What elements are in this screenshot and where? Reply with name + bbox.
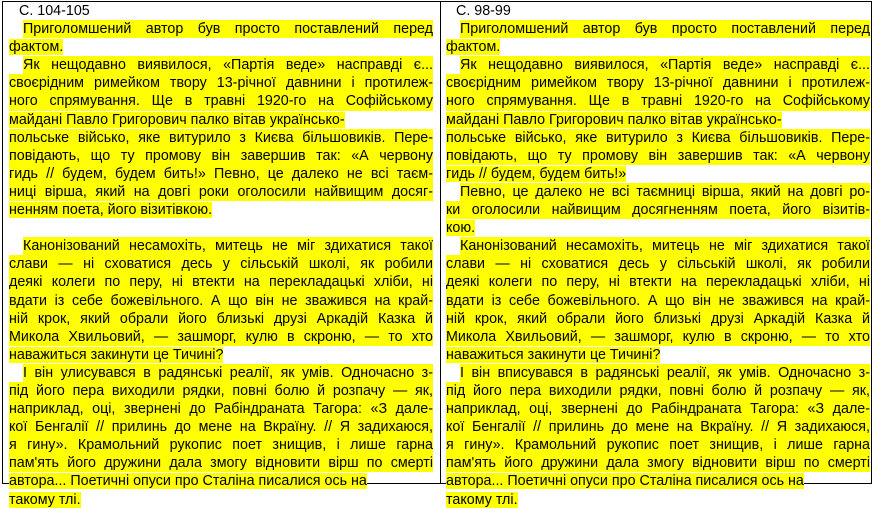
highlighted-text: наприклад, оці, звернені до Рабіндраната Тагора: «З далe- [9,401,433,418]
text-line [446,346,870,364]
text-line [9,382,433,400]
highlighted-text: Певно, це далеко не всі таємниці вірша, який на довгі ро- [460,183,870,200]
text-line [446,237,870,255]
text-line [9,129,433,147]
text-line [446,436,870,454]
highlighted-text: повідають, що ту промову він завершив так: «А червону [9,147,433,164]
text-line [9,92,433,110]
right-text-body [446,20,870,509]
text-line [9,165,433,183]
highlighted-text: такому тлі. [446,491,518,508]
highlighted-text: фактом. [446,39,501,56]
blank-line [9,219,433,237]
highlighted-text: кою. [446,220,476,237]
highlighted-text: наважиться закинути це Тичині? [9,346,224,363]
highlighted-text: повідають, що ту промову він завершив так: «А червону [446,147,870,164]
text-line [446,310,870,328]
highlighted-text: майдані Павло Григорович палко вітав українсько- [9,111,345,128]
highlighted-text: вдати із себе божевільного. А що він не зважився на край- [446,292,870,309]
highlighted-text: гидь // будем, будем бить!» Певно, це далеко не всі таєм- [9,165,433,182]
text-line [446,92,870,110]
highlighted-text: слави — ні сховатися десь у сільській школі, як робили [9,256,433,273]
highlighted-text: польське військо, яке витурило з Києва більшовиків. Пере- [446,129,870,146]
text-line [9,183,433,201]
text-line [446,400,870,418]
text-line [9,310,433,328]
highlighted-text: Як нещодавно виявилося, «Партія веде» насправді є... [460,57,870,74]
text-line [446,328,870,346]
text-line [446,219,870,237]
text-line [446,129,870,147]
right-column [446,2,870,509]
highlighted-text: І він улисувався в радянські реалії, як умів. Одночасно з- [23,364,433,381]
page-reference: С. 98-99 [456,3,511,19]
text-line [446,382,870,400]
text-line [446,20,870,38]
text-line [9,74,433,92]
highlighted-text: такому тлі. [9,491,81,508]
text-line [9,454,433,472]
highlighted-text: вдати із себе божевільного. А що він не зважився на край- [9,292,433,309]
highlighted-text: Микола Хвильовий, — зашморг, кулю в скроню, — то хто [9,328,433,345]
text-line [9,56,433,74]
highlighted-text: фактом. [9,39,64,56]
highlighted-text: гидь // будем, будем бить!» [446,165,627,182]
highlighted-text: наприклад, оці, звернені до Рабіндраната Тагора: «З дале- [446,401,870,418]
highlighted-text: ній крок, який обрали його близькі друзі Аркадій Казка й [9,310,433,327]
text-line [9,400,433,418]
text-line [9,255,433,273]
highlighted-text: автора... Поетичні опуси про Сталіна писалися ось на [446,473,804,490]
text-line [9,111,433,129]
highlighted-text: наважиться закинути це Тичині? [446,346,661,363]
highlighted-text: Приголомшений автор був просто поставлений перед [460,21,870,38]
highlighted-text: ного спрямування. Ще в травні 1920-го на Софійському [446,93,870,110]
text-line [9,20,433,38]
highlighted-text: своєрідним римейком твору 13-річної давнини і протилеж- [446,75,870,92]
text-line [9,147,433,165]
left-column [9,2,433,509]
text-line [9,418,433,436]
highlighted-text: Микола Хвильовий, — зашморг, кулю в скроню, — то хто [446,328,870,345]
left-text-body [9,20,433,509]
text-line [9,38,433,56]
text-line [9,201,433,219]
text-line [9,491,433,509]
text-line [446,273,870,291]
highlighted-text: деякі колеги по перу, ні втекти на перекладацькі хліби, ні [9,274,433,291]
text-line [446,201,870,219]
text-line [446,56,870,74]
highlighted-text: я гину». Крамольний рукопис поет знищив, і лише гарна [9,437,433,454]
highlighted-text: ного спрямування. Ще в травні 1920-го на Софійському [9,93,433,110]
highlighted-text: ній крок, який обрали його близькі друзі Аркадій Казка й [446,310,870,327]
text-line [9,328,433,346]
text-line [446,165,870,183]
text-line [9,346,433,364]
highlighted-text: я гину». Крамольний рукопис поет знищив, і лише гарна [446,437,870,454]
text-line [9,273,433,291]
highlighted-text: під його пера виходили рядки, повні болю й розпачу — як, [9,382,433,399]
highlighted-text: автора... Поетичні опуси про Сталіна писалися ось на [9,473,367,490]
text-line [9,364,433,382]
highlighted-text: польське військо, яке витурило з Києва більшовиків. Пере- [9,129,433,146]
highlighted-text: ки оголосили найвищим досягненням поета, його візитів- [446,202,870,219]
highlighted-text: майдані Павло Григорович палко вітав українсько- [446,111,782,128]
highlighted-text: ниці вірша, який на довгі роки оголосили найвищим досяг- [9,183,433,200]
text-line [446,255,870,273]
highlighted-text: ненням поета, його візитівкою. [9,202,213,219]
text-line [9,237,433,255]
highlighted-text: своєрідним римейком твору 13-річної давнини і протилеж- [9,75,433,92]
text-line [446,111,870,129]
highlighted-text: пам'ять його дружини дала змогу відновити вірш по смерті [446,455,870,472]
text-line [446,491,870,509]
highlighted-text: під його пера виходили рядки, повні болю й розпачу — як, [446,382,870,399]
text-line [446,454,870,472]
highlighted-text: кої Бенгалії // прилинь до мене на Вкраїну. // Я задихаюся, [9,419,433,436]
highlighted-text: Канонізований несамохіть, митець не міг здихатися такої [23,238,433,255]
highlighted-text: кої Бенгалії // прилинь до мене на Вкраїну. // Я задихаюся, [446,419,870,436]
page-reference: С. 104-105 [19,3,90,19]
text-line [446,183,870,201]
text-line [446,292,870,310]
highlighted-text: Приголомшений автор був просто поставлений перед [23,21,433,38]
highlighted-text: пам'ять його дружини дала змогу відновити вірш по смерті [9,455,433,472]
highlighted-text: І він вписувався в радянські реалії, як умів. Одночасно з- [460,364,870,381]
column-divider [440,2,441,483]
text-line [9,436,433,454]
text-line [446,364,870,382]
text-line [446,418,870,436]
text-line [446,38,870,56]
highlighted-text: слави — ні сховатися десь у сільській школі, як робили [446,256,870,273]
highlighted-text: деякі колеги по перу, ні втекти на перекладацькі хліби, ні [446,274,870,291]
highlighted-text: Як нещодавно виявилося, «Партія веде» насправді є... [23,57,433,74]
highlighted-text: Канонізований несамохіть, митець не міг здихатися такої [460,238,870,255]
text-line [446,74,870,92]
text-line [9,292,433,310]
text-line [446,147,870,165]
